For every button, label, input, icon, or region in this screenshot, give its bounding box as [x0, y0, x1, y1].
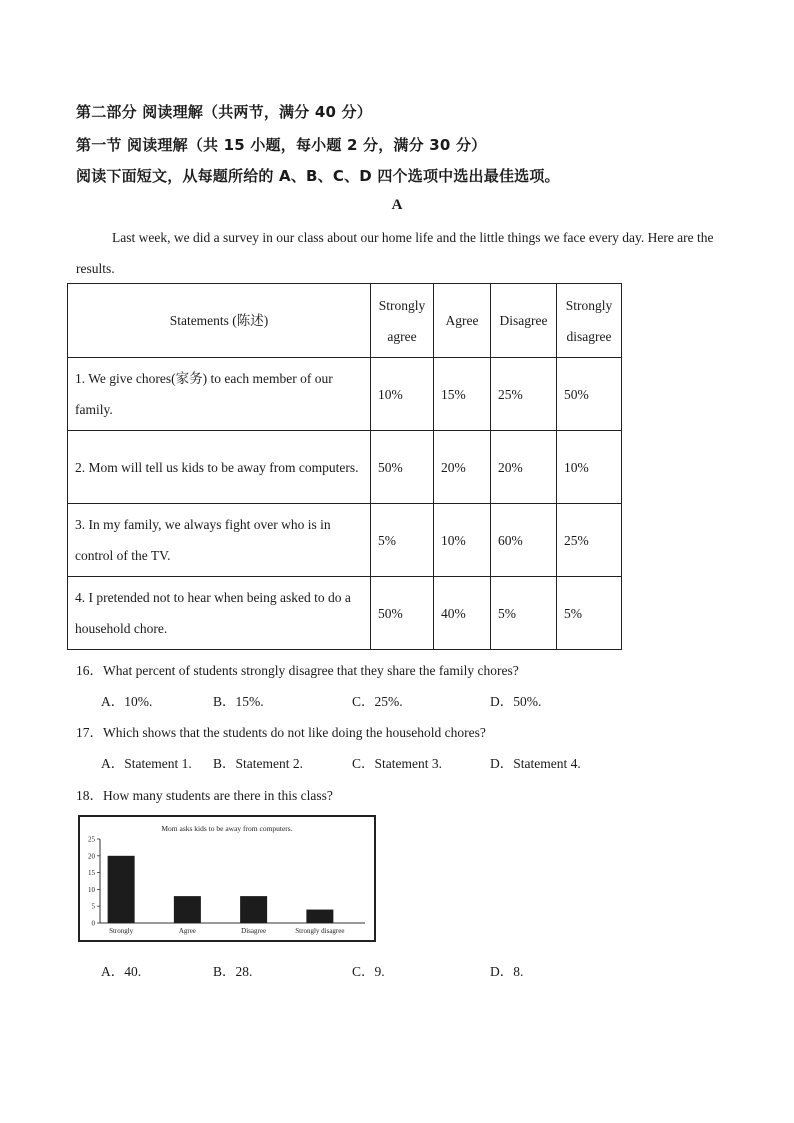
y-tick-label: 0 [91, 919, 95, 928]
survey-table [67, 283, 622, 650]
value-cell: 5% [371, 504, 434, 577]
option-b[interactable]: B．28. [213, 964, 253, 979]
question-18: 18．How many students are there in this class? [76, 788, 333, 803]
bar [306, 910, 333, 923]
value-cell: 10% [434, 504, 491, 577]
table-row [68, 358, 622, 431]
question-17: 17．Which shows that the students do not like doing the household chores? [76, 725, 486, 740]
option-b[interactable]: B．Statement 2. [213, 756, 303, 771]
header-strongly-agree: Strongly agree [371, 284, 434, 358]
option-b[interactable]: B．15%. [213, 694, 264, 709]
option-c[interactable]: C．Statement 3. [352, 756, 442, 771]
x-tick-label: Disagree [241, 927, 267, 935]
bar [174, 896, 201, 923]
statement-cell: 1. We give chores(家务) to each member of our family. [68, 358, 371, 431]
bar [108, 856, 135, 923]
value-cell: 50% [371, 577, 434, 650]
statement-cell: 4. I pretended not to hear when being asked to do a household chore. [68, 577, 371, 650]
value-cell: 5% [491, 577, 557, 650]
value-cell: 20% [434, 431, 491, 504]
bar [240, 896, 267, 923]
option-c[interactable]: C．9. [352, 964, 385, 979]
value-cell: 10% [371, 358, 434, 431]
option-d[interactable]: D．50%. [490, 694, 542, 709]
option-a[interactable]: A．40. [101, 964, 142, 979]
x-tick-label: Agree [178, 927, 196, 935]
value-cell: 60% [491, 504, 557, 577]
option-c[interactable]: C．25%. [352, 694, 403, 709]
passage-letter: A [391, 197, 403, 213]
header-statements: Statements (陈述) [68, 284, 371, 358]
part-heading: 第二部分 阅读理解（共两节，满分 40 分） [76, 103, 372, 121]
bar-chart [78, 815, 376, 942]
chart-title: Mom asks kids to be away from computers. [161, 824, 293, 833]
passage-intro: Last week, we did a survey in our class about our home life and the little things we face every day. Here are the results. [76, 230, 714, 276]
option-d[interactable]: D．Statement 4. [490, 756, 581, 771]
x-tick-label: Strongly [109, 927, 134, 935]
value-cell: 50% [371, 431, 434, 504]
value-cell: 50% [557, 358, 622, 431]
table-row [68, 577, 622, 650]
section-heading: 第一节 阅读理解（共 15 小题，每小题 2 分，满分 30 分） [76, 136, 487, 154]
y-tick-label: 20 [88, 852, 95, 861]
header-agree: Agree [434, 284, 491, 358]
y-tick-label: 10 [88, 885, 95, 894]
option-d[interactable]: D．8. [490, 964, 524, 979]
value-cell: 5% [557, 577, 622, 650]
value-cell: 15% [434, 358, 491, 431]
question-16: 16．What percent of students strongly disagree that they share the family chores? [76, 663, 519, 678]
value-cell: 25% [491, 358, 557, 431]
option-a[interactable]: A．Statement 1. [101, 756, 192, 771]
statement-cell: 3. In my family, we always fight over who is in control of the TV. [68, 504, 371, 577]
header-strongly-disagree: Strongly disagree [557, 284, 622, 358]
table-header-row [68, 284, 622, 358]
value-cell: 20% [491, 431, 557, 504]
statement-cell: 2. Mom will tell us kids to be away from computers. [68, 431, 371, 504]
bar-chart-svg [80, 817, 374, 940]
y-tick-label: 25 [88, 835, 95, 844]
option-a[interactable]: A．10%. [101, 694, 153, 709]
table-row [68, 431, 622, 504]
value-cell: 25% [557, 504, 622, 577]
value-cell: 10% [557, 431, 622, 504]
instruction-text: 阅读下面短文，从每题所给的 A、B、C、D 四个选项中选出最佳选项。 [76, 167, 560, 185]
value-cell: 40% [434, 577, 491, 650]
y-tick-label: 5 [91, 902, 95, 911]
table-row [68, 504, 622, 577]
header-disagree: Disagree [491, 284, 557, 358]
y-tick-label: 15 [88, 869, 95, 878]
x-tick-label: Strongly disagree [295, 927, 345, 935]
